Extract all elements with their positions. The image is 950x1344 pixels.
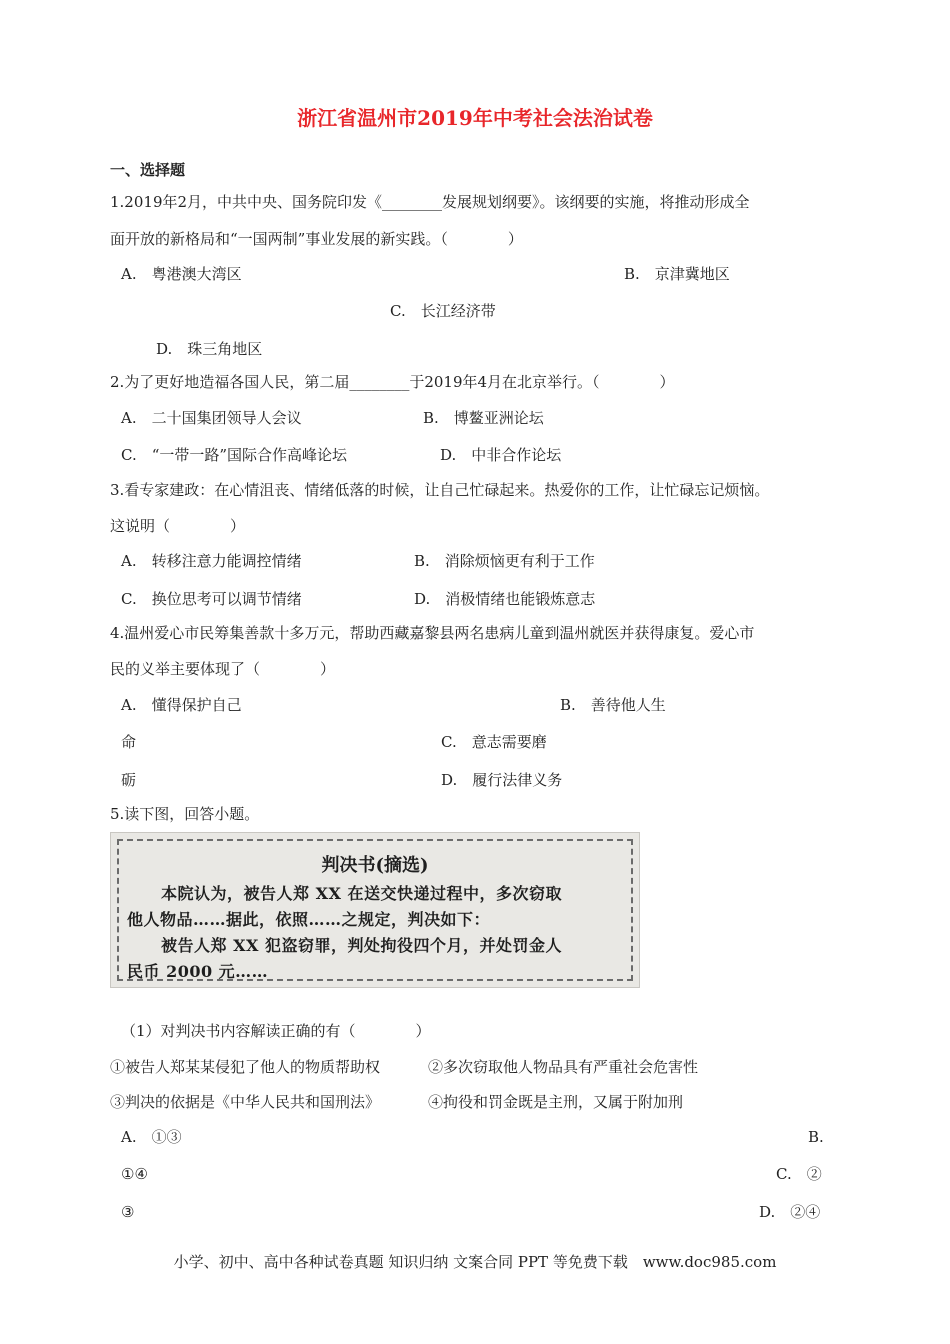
q5-subquestion-1: （1）对判决书内容解读正确的有（ ） — [121, 1022, 431, 1040]
judgment-excerpt-image — [110, 832, 640, 988]
judgment-line-1: 本院认为，被告人郑 XX 在送交快递过程中，多次窃取 — [161, 884, 562, 903]
judgment-title: 判决书(摘选) — [321, 855, 429, 876]
q5-stem-line1: 5.读下图，回答小题。 — [110, 805, 260, 823]
q5-option-d: D. ②④ — [759, 1203, 821, 1221]
q2-option-b: B. 博鳌亚洲论坛 — [423, 409, 544, 427]
q1-option-b: B. 京津冀地区 — [624, 265, 730, 283]
q5-statement-4: ④拘役和罚金既是主刑，又属于附加刑 — [428, 1093, 684, 1111]
q4-option-c: C. 意志需要磨 — [441, 733, 547, 751]
q4-option-a: A. 懂得保护自己 — [121, 696, 242, 714]
section-heading: 一、选择题 — [110, 161, 186, 179]
q3-option-c: C. 换位思考可以调节情绪 — [121, 590, 302, 608]
judgment-line-3: 被告人郑 XX 犯盗窃罪，判处拘役四个月，并处罚金人 — [161, 936, 562, 955]
q1-stem-line1: 1.2019年2月，中共中央、国务院印发《________发展规划纲要》。该纲要的实施，将推动形成全 — [110, 193, 750, 211]
q4-stem-line1: 4.温州爱心市民筹集善款十多万元，帮助西藏嘉黎县两名患病儿童到温州就医并获得康复。爱心市 — [110, 624, 755, 642]
q2-option-d: D. 中非合作论坛 — [440, 446, 562, 464]
q3-stem-line2: 这说明（ ） — [110, 517, 246, 535]
q5-option-c-continued: ③ — [121, 1203, 135, 1221]
q1-option-a: A. 粤港澳大湾区 — [121, 265, 242, 283]
judgment-dashed-border — [117, 839, 633, 981]
q2-stem-line1: 2.为了更好地造福各国人民，第二届________于2019年4月在北京举行。（ ） — [110, 373, 675, 391]
judgment-line-4: 民币 2000 元…… — [127, 962, 269, 981]
q4-stem-line2: 民的义举主要体现了（ ） — [110, 660, 336, 678]
q5-option-b-continued: ①④ — [121, 1165, 148, 1183]
q4-option-b-continued: 命 — [121, 733, 137, 751]
q1-stem-line2: 面开放的新格局和“一国两制”事业发展的新实践。（ ） — [110, 230, 523, 248]
q4-option-b: B. 善待他人生 — [560, 696, 666, 714]
q2-option-a: A. 二十国集团领导人会议 — [121, 409, 302, 427]
q5-option-c: C. ② — [776, 1165, 822, 1183]
judgment-line-2: 他人物品……据此，依照……之规定，判决如下： — [127, 910, 491, 929]
q5-option-b: B. — [808, 1128, 824, 1146]
q5-statement-1: ①被告人郑某某侵犯了他人的物质帮助权 — [110, 1058, 381, 1076]
q1-option-c: C. 长江经济带 — [390, 302, 496, 320]
q1-option-d: D. 珠三角地区 — [156, 340, 263, 358]
q5-statement-2: ②多次窃取他人物品具有严重社会危害性 — [428, 1058, 699, 1076]
q3-option-d: D. 消极情绪也能锻炼意志 — [414, 590, 596, 608]
q4-option-d: D. 履行法律义务 — [441, 771, 563, 789]
q3-stem-line1: 3.看专家建政：在心情沮丧、情绪低落的时候，让自己忙碌起来。热爱你的工作，让忙碌忘记烦恼。 — [110, 481, 770, 499]
q5-statement-3: ③判决的依据是《中华人民共和国刑法》 — [110, 1093, 381, 1111]
page-footer: 小学、初中、高中各种试卷真题 知识归纳 文案合同 PPT 等免费下载 www.doc985.com — [173, 1253, 777, 1271]
q5-option-a: A. ①③ — [121, 1128, 182, 1146]
document-title: 浙江省温州市2019年中考社会法治试卷 — [297, 106, 653, 130]
q2-option-c: C. “一带一路”国际合作高峰论坛 — [121, 446, 348, 464]
q4-option-c-continued: 砺 — [121, 771, 137, 789]
q3-option-a: A. 转移注意力能调控情绪 — [121, 552, 302, 570]
q3-option-b: B. 消除烦恼更有利于工作 — [414, 552, 595, 570]
